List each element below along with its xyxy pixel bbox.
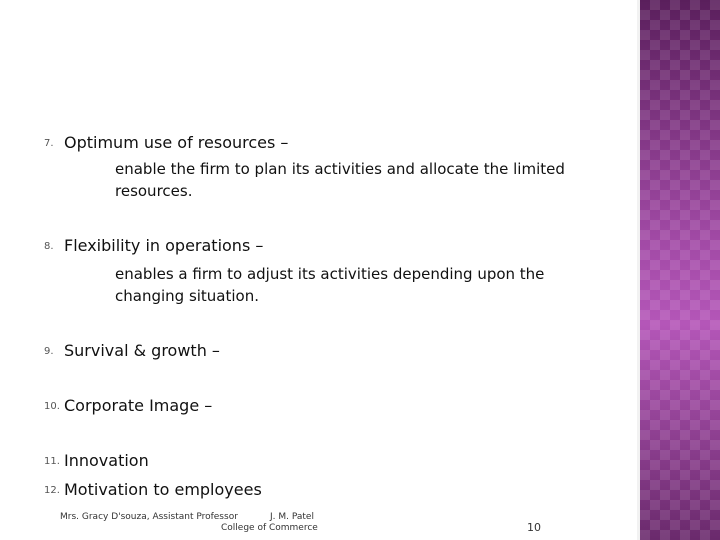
page-number: 10 — [527, 521, 541, 534]
footer-college: College of Commerce — [221, 523, 318, 533]
list-item-number: 10. — [44, 401, 60, 412]
list-item-number: 7. — [44, 138, 54, 149]
list-item-description: enable the firm to plan its activities and allocate the limited resources. — [115, 160, 565, 200]
footer-author: J. M. Patel — [270, 512, 314, 522]
footer-presenter: Mrs. Gracy D'souza, Assistant Professor — [60, 512, 238, 522]
list-item-number: 9. — [44, 346, 54, 357]
list-item-description: enables a firm to adjust its activities depending upon the changing situation. — [115, 265, 545, 305]
list-item-title: Motivation to employees — [64, 480, 262, 499]
list-item-title: Innovation — [64, 451, 149, 470]
list-item-title: Flexibility in operations – — [64, 236, 264, 255]
list-item-number: 12. — [44, 485, 60, 496]
list-item-number: 8. — [44, 241, 54, 252]
list-item-title: Optimum use of resources – — [64, 133, 289, 152]
decorative-side-panel — [640, 0, 720, 540]
list-item-number: 11. — [44, 456, 60, 467]
list-item-title: Corporate Image – — [64, 396, 213, 415]
list-item-title: Survival & growth – — [64, 341, 220, 360]
